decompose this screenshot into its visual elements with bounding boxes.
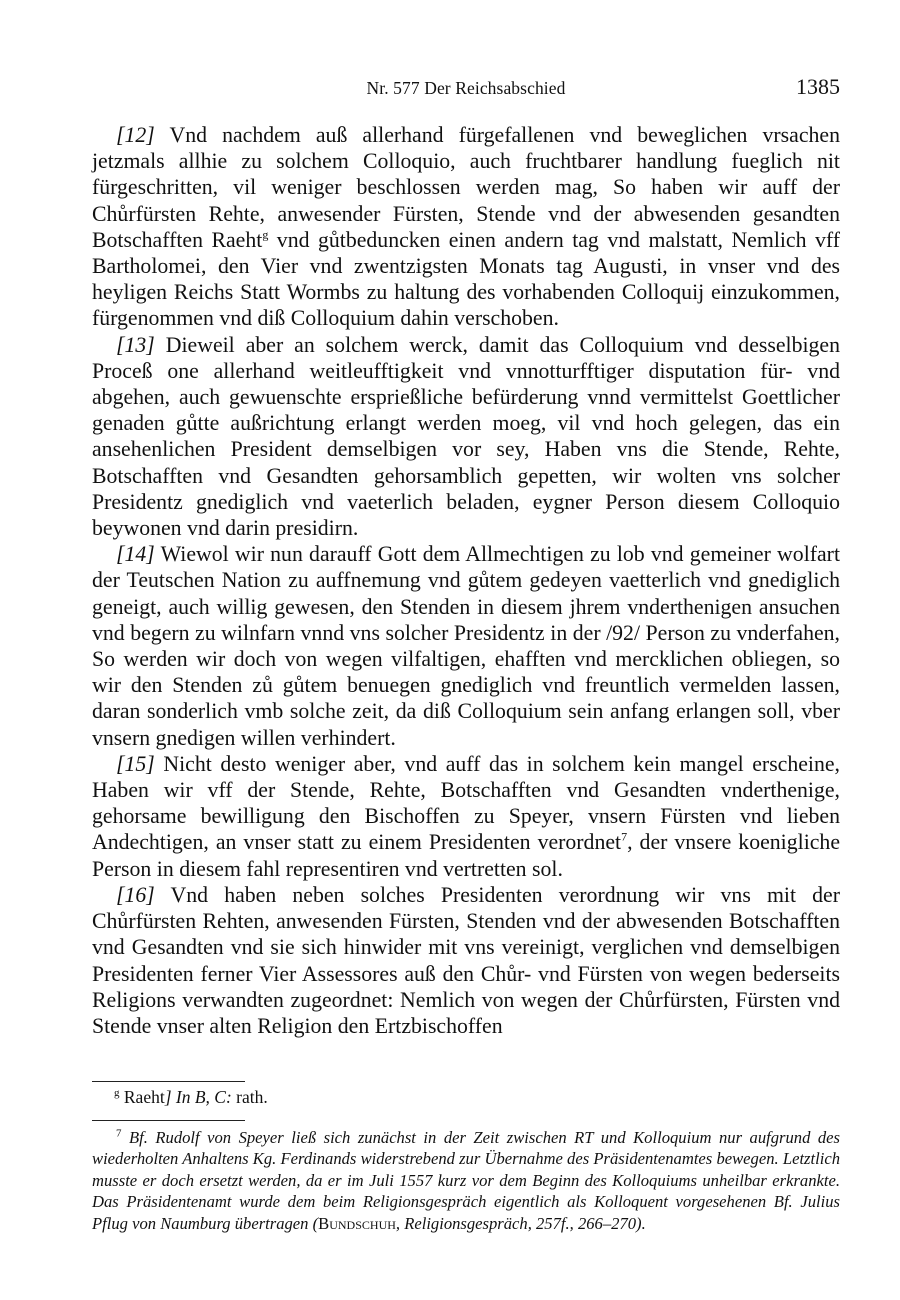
footnote-author: Bundschuh (318, 1213, 396, 1233)
apparatus-rule (92, 1081, 245, 1082)
apparatus-bracket: ] (164, 1087, 172, 1107)
footnote-text: , Religionsgespräch, 257f., 266–270). (395, 1213, 646, 1233)
paragraph-number: [13] (116, 332, 155, 357)
paragraph-text: Dieweil aber an solchem werck, damit das Colloquium vnd desselbigen Proceß one allerhand weitleufftigkeit vnd vnnotturfftiger disputation für- vnd abgehen, auch gewuenschte ersprießliche befürderung vnnd vermittelst Goettlicher genaden gůtte außrichtung erlangt werden moeg, vil vnd hoch gelegen, das ein ansehenlichen President demselbigen vor sey, Haben vns die Stende, Rehte, Botschafften vnd Gesandten gehorsamblich gepetten, wir wolten vns solcher Presidentz gnediglich vnd vaeterlich beladen, eygner Person diesem Colloquio beywonen vnd darin presidirn. (92, 332, 840, 541)
footnote-7 (92, 1127, 840, 1234)
apparatus-reading: rath. (236, 1087, 268, 1107)
paragraph-text: vnd gůtbeduncken einen andern tag vnd malstatt, Nemlich vff Bartholomei, den Vier vnd zwentzigsten Monats tag Augusti, in vnser vnd des heyligen Reichs Statt Wormbs zu haltung des vorhabenden Colloquij einzukommen, fürgenommen vnd diß Colloquium dahin verschoben. (92, 227, 841, 331)
page-header (92, 74, 840, 104)
page-number: 1385 (796, 74, 840, 99)
footnote-text: Bf. Rudolf von Speyer ließ sich zunächst in der Zeit zwischen RT und Kolloquium nur aufgrund des wiederholten Anhaltens Kg. Ferdinands widerstrebend zur Übernahme des Präsidentenamtes bewegen. Letztlich musste er doch ersetzt werden, da er im Juli 1557 kurz vor dem Beginn des Kolloquiums unheilbar erkrankte. Das Präsidentenamt wurde dem beim Religionsgespräch eigentlich als Kolloquent vorgesehenen Bf. Julius Pflug von Naumburg übertragen ( (92, 1128, 840, 1233)
paragraph-text: Nicht desto weniger aber, vnd auff das in solchem kein mangel erscheine, Haben wir vff der Stende, Rehte, Botschafften vnd Gesandten vnderthenige, gehorsame bewilligung den Bischoffen zu Speyer, vnsern Fürsten vnd lieben Andechtigen, an vnser statt zu einem Presidenten verordnet (92, 751, 841, 855)
apparatus-marker: g (262, 227, 269, 242)
apparatus-lemma: Raeht (123, 1087, 165, 1107)
paragraph-text: Vnd haben neben solches Presidenten verordnung wir vns mit der Chůrfürsten Rehten, anwesenden Fürsten, Stenden vnd der abwesenden Botschafften vnd Gesandten vnd sie sich hinwider mit vns vereinigt, verglichen vnd demselbigen Presidenten ferner Vier Assessores auß den Chůr- vnd Fürsten von wegen bederseits Religions verwandten zugeordnet: Nemlich von wegen der Chůrfürsten, Fürsten vnd Stende vnser alten Religion den Ertzbischoffen (92, 882, 840, 1038)
paragraph-text: Wiewol wir nun darauff Gott dem Allmechtigen zu lob vnd gemeiner wolfart der Teutschen Nation zu auffnemung vnd gůtem gedeyen vaetterlich vnd gnediglich geneigt, auch willig gewesen, den Stenden in diesem jhrem vnderthenigen ansuchen vnd begern zu wilnfarn vnnd vns solcher Presidentz in der /92/ Person zu vnderfahen, So werden wir doch von wegen vilfaltigen, ehafften vnd mercklichen obliegen, so wir den Stenden zů gůtem benuegen gnediglich vnd freuntlich vermelden lassen, daran sonderlich vmb solche zeit, da diß Colloquium sein anfang erlangen soll, vber vnsern gnedigen willen verhindert. (92, 542, 840, 750)
paragraph-text: Vnd nachdem auß allerhand fürgefallenen vnd beweglichen vrsachen jetzmals allhie zu solchem Colloquio, auch fruchtbarer handlung fueglich nit fürgeschritten, vil weniger beschlossen werden mag, So haben wir auff der Chůrfürsten Rehte, anwesender Fürsten, Stende vnd der abwesenden gesandten Botschafften Raeht (92, 123, 840, 252)
paragraph-number: [15] (116, 751, 155, 776)
main-text (92, 122, 840, 1039)
paragraph-number: [12] (116, 123, 155, 147)
paragraph-number: [16] (116, 882, 155, 907)
footnote-number: 7 (116, 1127, 122, 1140)
paragraph-number: [14] (116, 542, 155, 567)
paragraph-text: , der vnsere koenigliche Person in diesem fahl representiren vnd vertretten sol. (92, 830, 840, 881)
running-head: Nr. 577 Der Reichsabschied (366, 78, 566, 98)
paragraph-13 (92, 332, 840, 542)
paragraph-12 (92, 122, 840, 332)
footnote-marker: 7 (621, 830, 628, 845)
critical-apparatus (114, 1086, 840, 1108)
apparatus-sigla: In B, C: (175, 1087, 232, 1107)
apparatus-letter: g (114, 1087, 120, 1100)
paragraph-16 (92, 882, 840, 1039)
footnote-rule (92, 1120, 245, 1121)
paragraph-15 (92, 751, 840, 882)
paragraph-14 (92, 541, 840, 751)
